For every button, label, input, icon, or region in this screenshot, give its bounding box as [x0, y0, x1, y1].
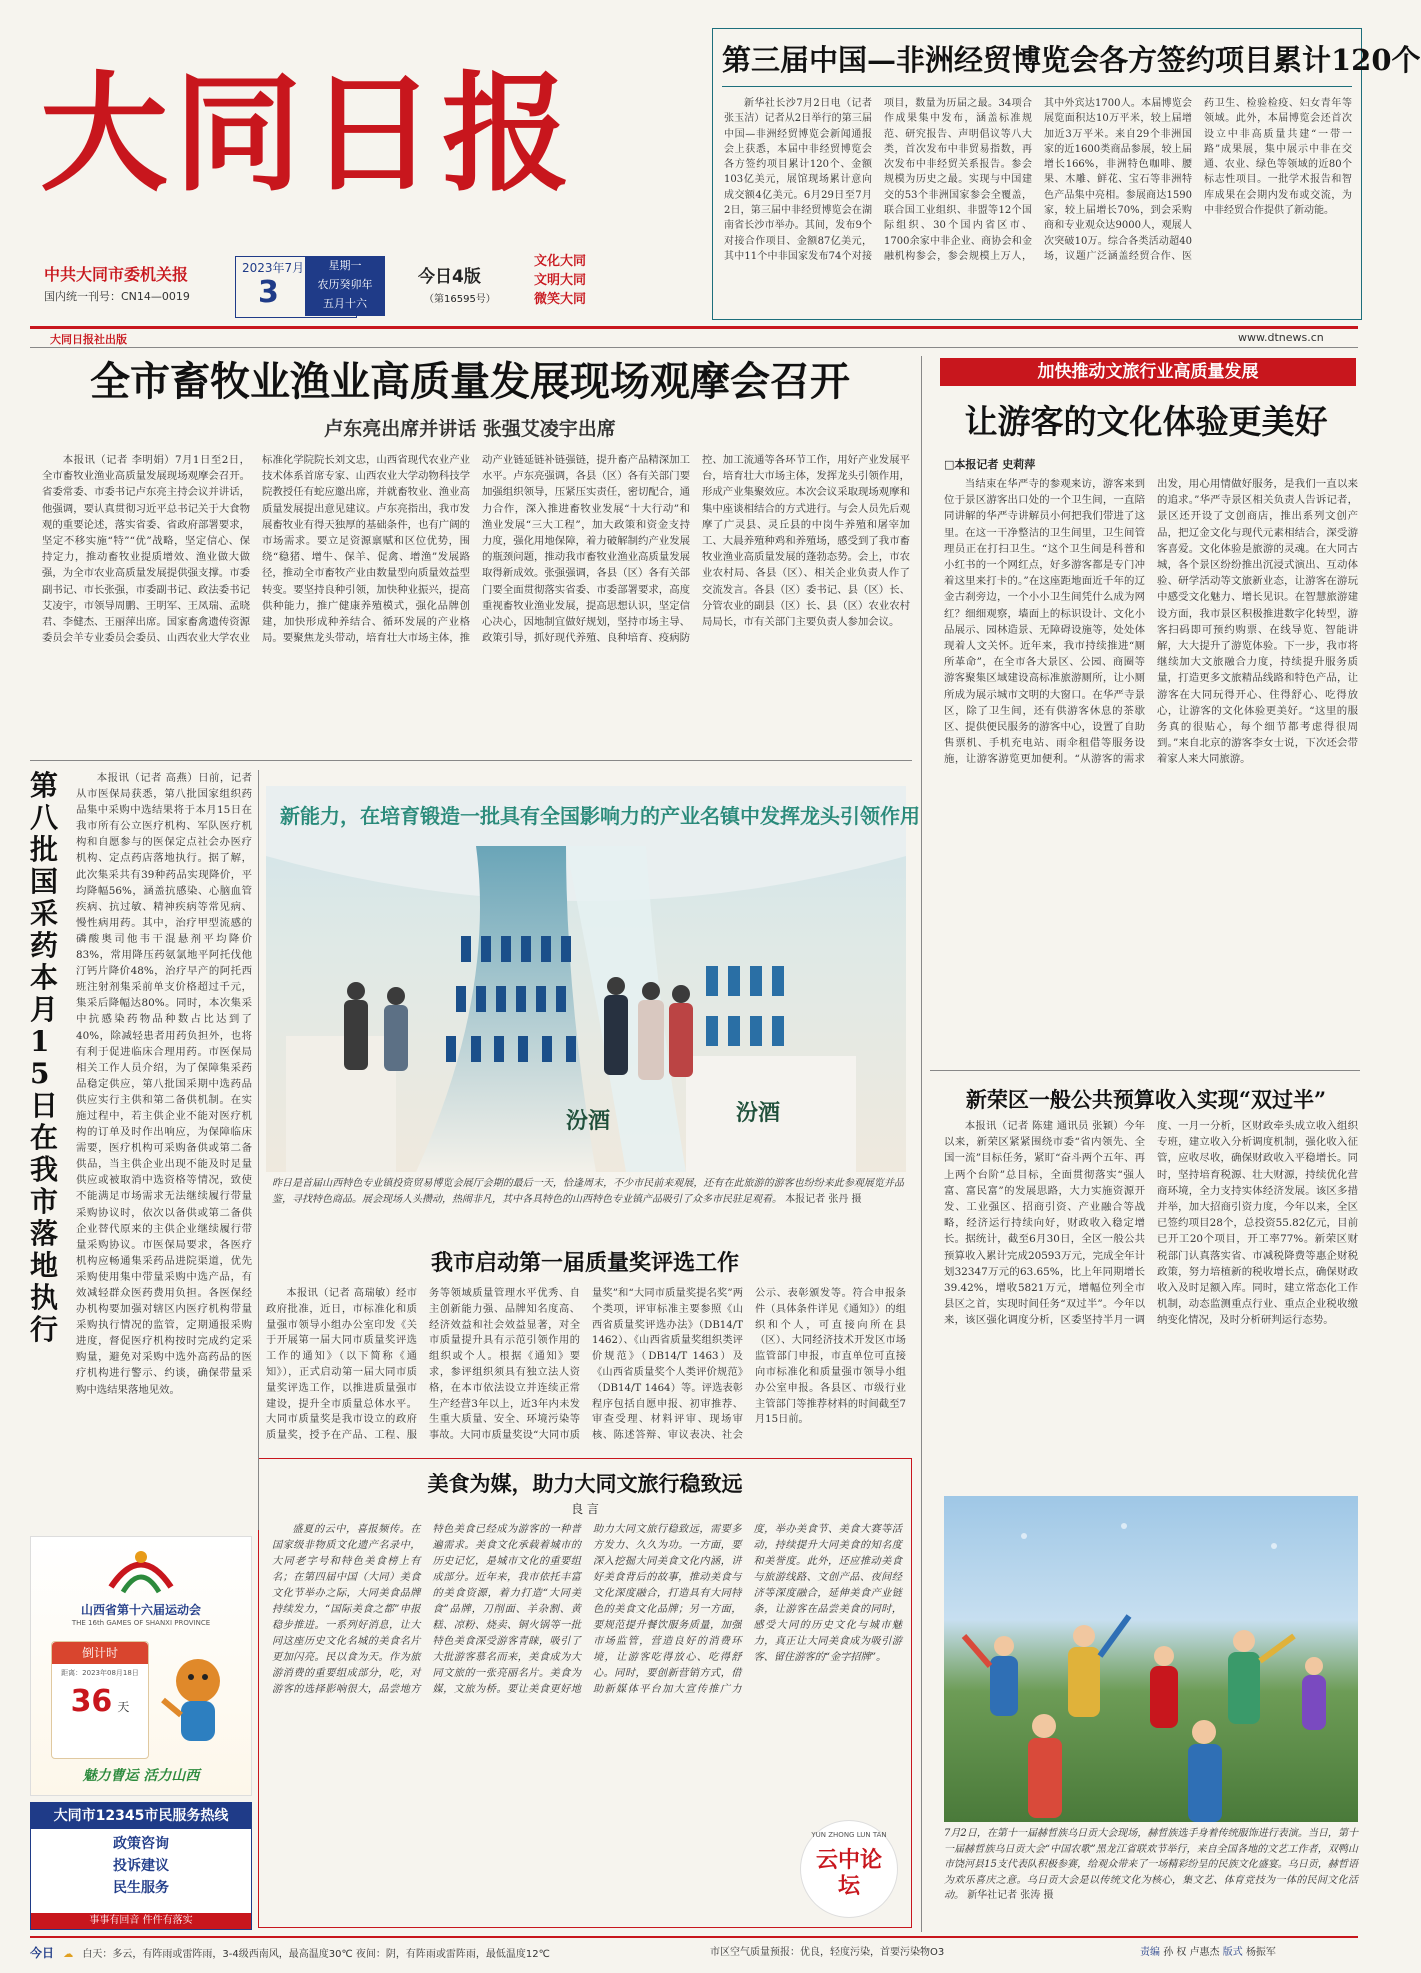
top-story-rule [722, 86, 1352, 87]
top-story-body: 新华社长沙7月2日电（记者 张玉洁）记者从2日举行的第三届中国—非洲经贸博览会新闻通报会上获悉，本届中非经贸博览会各方签约项目累计120个、金额103亿美元，展馆现场累计意向成交额4亿美元。6月29日至7月2日，第三届中非经贸博览会在湖南省长沙市举办。其间，发布9个对接合作项目、金额87亿美元，其中11个中非国家发布74个对接项目，数量为历届之最。34项合作成果集中发布，涵盖标准规范、研究报告、声明倡议等八大类，首次发布中非贸易指数，再次发布中非经贸关系报告。参会规模为历史之最。实现与中国建交的53个非洲国家参会全覆盖，联合国工业组织、非盟等12个国际组织、30个国内省区市、1700余家中非企业、商协会和金融机构参会，参会规模上万人，其中外宾达1700人。本届博览会展览面积达10万平米，较上届增加近3万平米。来自29个非洲国家的近1600类商品参展，较上届增长166%，非洲特色咖啡、腰果、木雕、鲜花、宝石等非洲特色产品集中亮相。参展商达1590家，较上届增长70%，到会采购商和专业观众达9000人，观展人次突破10万。综合各类活动超40场，议题广泛涵盖经贸合作、医药卫生、检验检疫、妇女青年等领域。此外，本届博览会还首次设立中非高质量共建“一带一路”成果展，集中展示中非在交通、农业、绿色等领域的近80个标志性项目。一批学术报告和智库成果在会期内发布或交流，为中非经贸合作提供了新动能。 [724, 98, 1352, 262]
website: www.dtnews.cn [1238, 331, 1324, 344]
slogan-smile: 微笑大同 [534, 292, 587, 307]
vertical-title: 第八批国采药本月15日在我市落地执行 [30, 769, 59, 1346]
slogan-culture: 文化大同 [534, 254, 587, 269]
footer-editor-label: 责编 [1140, 1947, 1160, 1958]
lunar-box [305, 256, 385, 316]
dance-photo [944, 1496, 1358, 1822]
dance-caption: 7月2日，在第十一届赫哲族乌日贡大会现场，赫哲族选手身着传统服饰进行表演。当日，第十一届赫哲族乌日贡大会“中国农歌”黑龙江省联欢节举行，来自全国各地的文艺工作者，双鸭山市饶河县15支代表队积极参赛，给观众带来了一场精彩纷呈的民族文化盛宴。乌日贡，赫哲语为欢乐喜庆之意。乌日贡大会是以传统文化为核心，集文艺、体育竞技为一体的民间文化活动。 新华社记者 张涛 摄 [944, 1828, 1358, 1901]
footer-air: 市区空气质量预报：优良，轻度污染，首要污染物O3 [710, 1947, 945, 1958]
lead-subtitle: 卢东亮出席并讲话 张强艾凌宇出席 [324, 418, 616, 440]
games-logo-icon [31, 1537, 251, 1607]
shelf-brand-right: 汾酒 [736, 1100, 781, 1126]
tourism-byline: □本报记者 史莉萍 [944, 458, 1036, 471]
exhibition-photo [266, 786, 920, 1172]
footer-editors [1140, 1942, 1276, 1964]
hotline-item-policy: 政策咨询 [113, 1836, 169, 1852]
countdown-label: 倒计时 [52, 1642, 148, 1664]
mascot-icon [153, 1645, 243, 1755]
games-subtitle: THE 16th GAMES OF SHANXI PROVINCE [71, 1619, 211, 1627]
footer-today-label: 今日 [30, 1946, 55, 1960]
forum-badge-en: YUN ZHONG LUN TAN [811, 1831, 887, 1839]
newspaper-logo: 大同日报 [40, 59, 577, 209]
quality-body: 本报讯（记者 高瑞敏）经市政府批准，近日，市标准化和质量强市领导小组办公室印发《关于开展第一届大同市质量奖评选工作的通知》（以下简称《通知》），正式启动第一届大同市质量奖评选工作，以推进质量强市建设，提升全市质量总体水平。大同市质量奖是我市设立的政府质量奖，授予在产品、工程、服务等领域质量管理水平优秀、自主创新能力强、品牌知名度高、经济效益和社会效益显著，对全市质量提升具有示范引领作用的组织或个人。根据《通知》要求，参评组织须具有独立法人资格，在本市依法设立并连续正常生产经营3年以上，近3年内未发生重大质量、安全、环境污染等事故。大同市质量奖设“大同市质量奖”和“大同市质量奖提名奖”两个类项，评审标准主要参照《山西省质量奖评选办法》（DB14/T 1462）、《山西省质量奖组织类评价规范》（DB14/T 1463）及《山西省质量奖个人类评价规范》（DB14/T 1464）等。评选表彰程序包括自愿申报、初审推荐、审查受理、材料评审、现场审核、陈述答辩、审议表决、社会公示、表彰颁发等。符合申报条件（具体条件详见《通知》）的组织和个人，可直接向所在县（区）、大同经济技术开发区市场监管部门申报，市直单位可直接向市标准化和质量强市领导小组办公室申报。各县区、市级行业主管部门等推荐材料的时间截至7月15日前。 [266, 1288, 906, 1442]
masthead-organ: 中共大同市委机关报 [44, 265, 189, 284]
hotline-item-service: 民生服务 [113, 1880, 169, 1896]
masthead-rule [30, 326, 1358, 329]
footer-rule [30, 1936, 1358, 1938]
shelf-brand-left: 汾酒 [566, 1108, 611, 1134]
commentary-title: 美食为媒，助力大同文旅行稳致远 [427, 1471, 743, 1496]
tourism-rule [930, 1070, 1360, 1071]
countdown-value [52, 1684, 148, 1719]
forum-badge-text: 云中论坛 [815, 1847, 882, 1899]
left-column-divider [258, 770, 259, 1530]
hotline-footer: 事事有回音 件件有落实 [31, 1913, 251, 1929]
footer-bar [30, 1942, 1358, 1964]
tourism-title: 让游客的文化体验更美好 [964, 402, 1328, 441]
exhibition-caption: 昨日是首届山西特色专业镇投资贸易博览会展厅会期的最后一天，恰逢周末，不少市民前来观展，还有在此旅游的游客也纷纷来此参观展览并品鉴，寻找特色商品。展会现场人头攒动，热闹非凡，其中各具特色的山西特色专业镇产品吸引了众多市民驻足观看。 本报记者 张丹 摄 [272, 1178, 904, 1205]
games-title: 山西省第十六届运动会 [80, 1603, 201, 1617]
vertical-body: 本报讯（记者 高燕）日前，记者从市医保局获悉，第八批国家组织药品集中采购中选结果将于本月15日在我市所有公立医疗机构、军队医疗机构和自愿参与的医保定点社会办医疗机构、定点药店落地执行。据了解，此次集采共有39种药品实现降价，平均降幅56%，涵盖抗感染、心脑血管疾病、抗过敏、精神疾病等常见病、慢性病用药。其中，治疗甲型流感的磷酸奥司他韦干混悬剂平均降价83%，常用降压药氨氯地平阿托伐他汀钙片降价48%，治疗早产的阿托西班注射剂集采前单支价格超过千元，集采后降幅达80%。同时，本次集采中抗感染药物品种数占比达到了40%，除减轻患者用药负担外，也将有利于促进临床合理用药。市医保局相关工作人员介绍，为了保障集采药品稳定供应，第八批国采期中选药品供应实行主供和第二备供机制。在实施过程中，若主供企业不能对医疗机构的订单及时作出响应，为保障临床需要，医疗机构可采购备供或第二备供品，当主供企业出现不能及时足量供应或被取消中选资格等情况，致使不能满足市场需求无法继续履行带量采购协议时，依次以备供或第二备供企业替代原来的主供企业继续履行带量采购协议。市医保局要求，各医疗机构应畅通集采药品进院渠道，优先采购使用集中带量采购中选产品，有效减轻群众医药费用负担。各医保经办机构要加强对辖区内医疗机构带量采购执行情况的监管，定期通报采购进度，督促医疗机构按时完成约定采购量，避免对采购中选外高药品的医疗机构进行警示、约谈，确保带量采购中选结果落地见效。 [76, 772, 252, 1396]
countdown-date: 距离：2023年08月18日 [61, 1669, 139, 1677]
column-divider [921, 356, 922, 1932]
footer-editor2: 卢惠杰 [1189, 1947, 1220, 1958]
lunar-year: 农历癸卯年 [317, 278, 373, 291]
lunar-day: 五月十六 [323, 297, 367, 310]
footer-editor3: 杨振军 [1245, 1947, 1276, 1958]
budget-body: 本报讯（记者 陈建 通讯员 张颖）今年以来，新荣区紧紧围绕市委“省内领先、全国一流”目标任务，紧盯“奋斗两个五年、再上两个台阶”总目标，全面贯彻落实“强人富、富民富”的发展思路，大力实施资源开发、工业强区、招商引资、产业融合等战略，经济运行持续向好，财政收入稳定增长。据统计，截至6月30日，全区一般公共预算收入累计完成20593万元，完成全年计划32347万元的63.65%，比上年同期增长39.42%，增收5821万元，增幅位列全市县区之首，实现时间任务“双过半”。今年以来，该区强化调度分析，区委坚持半月一调度、一月一分析，区财政牵头成立收入组织专班，建立收入分析调度机制，强化收入征管，应收尽收，确保财政收入平稳增长。同时，坚持培育税源、壮大财源，持续优化营商环境，全力支持实体经济发展。该区多措并举，加大招商引资力度，今年以来，全区已签约项目28个，总投资55.82亿元，目前已开工20个项目，开工率77%。新荣区财税部门认真落实省、市减税降费等惠企财税政策，努力培植新的税收增长点，确保财政收入及时足额入库。同时，建立常态化工作机制，动态监测重点行业、重点企业税收缴纳变化情况，及时分析研判运行态势。 [944, 1120, 1358, 1327]
footer-editor1: 孙 权 [1163, 1947, 1187, 1958]
forum-badge [800, 1820, 898, 1918]
exhibition-banner: 新能力，在培育锻造一批具有全国影响力的产业名镇中发挥龙头引领作用 [280, 804, 920, 828]
weather-icon: ☁ [63, 1949, 74, 1960]
commentary-author: 良 言 [571, 1502, 599, 1516]
hotline-item-complaint: 投诉建议 [113, 1858, 169, 1874]
hotline-title: 大同市12345市民服务热线 [31, 1803, 251, 1829]
commentary-body: 盛夏的云中，喜报频传。在国家级非物质文化遗产名录中，大同老字号和特色美食榜上有名；在第四届中国（大同）美食文化节举办之际，大同美食品牌持续发力，“国际美食之都”申报稳步推进。一系列好消息，让大同这座历史文化名城的美食名片更加闪亮。民以食为天。作为旅游消费的重要组成部分，吃，对游客的选择影响很大，品尝地方特色美食已经成为游客的一种普遍需求。美食文化承载着城市的历史记忆，是城市文化的重要组成部分。近年来，我市依托丰富的美食资源，着力打造“大同美食”品牌，刀削面、羊杂割、黄糕、凉粉、烧卖、铜火锅等一批特色美食深受游客青睐，吸引了大批游客慕名而来，美食成为大同文旅的一张亮丽名片。美食为媒，文旅为桥。要让美食更好地助力大同文旅行稳致远，需要多方发力、久久为功。一方面，要深入挖掘大同美食文化内涵，讲好美食背后的故事，推动美食与文化深度融合，打造具有大同特色的美食文化品牌；另一方面，要规范提升餐饮服务质量，加强市场监管，营造良好的消费环境，让游客吃得放心、吃得舒心。同时，要创新营销方式，借助新媒体平台加大宣传推广力度，举办美食节、美食大赛等活动，持续提升大同美食的知名度和美誉度。此外，还应推动美食与旅游线路、文创产品、夜间经济等深度融合，延伸美食产业链条，让游客在品尝美食的同时，感受大同的历史文化与城市魅力，真正让大同美食成为吸引游客、留住游客的“金字招牌”。 [272, 1524, 902, 1695]
countdown-card [51, 1641, 149, 1759]
dance-credit: 新华社记者 张涛 摄 [967, 1890, 1054, 1901]
tourism-body: 当结束在华严寺的参观来访，游客来到位于景区游客出口处的一个卫生间，一直陪同讲解的华严寺讲解员小何把我们带进了这里。在这一干净整洁的卫生间里，卫生间管理员正在打扫卫生。“这个卫生间是科普和小红书的一个网红点，好多游客都是专门冲着这里来打卡的。”在这座距地面近千年的辽金古刹旁边，一个小小卫生间凭什么成为网红？细细观察，墙面上的标识设计、文化小品展示、园林造景、无障碍设施等，处处体现着人文关怀。近年来，我市持续推进“厕所革命”，在全市各大景区、公园、商圈等游客聚集区域建设高标准旅游厕所，让小厕所成为展示城市文明的大窗口。在华严寺景区，除了卫生间，还有供游客休息的茶歇区、提供便民服务的游客中心，设置了自助售票机、手机充电站、雨伞租借等服务设施，让游客游览更加便利。“从游客的需求出发，用心用情做好服务，是我们一直以来的追求。”华严寺景区相关负责人告诉记者，景区还开设了文创商店，推出系列文创产品，把辽金文化与现代元素相结合，深受游客喜爱。文化体验是旅游的灵魂。在大同古城，各个景区纷纷推出沉浸式演出、互动体验、研学活动等文旅新业态，让游客在游玩中感受文化魅力、增长见识。在智慧旅游建设方面，我市景区积极推进数字化转型，游客扫码即可预约购票、在线导览、智能讲解，大大提升了游览体验。下一步，我市将继续加大文旅融合力度，持续提升服务质量，打造更多文旅精品线路和特色产品，让游客在大同玩得开心、住得舒心、吃得放心，让游客的文化体验更美好。“这里的服务真的很贴心，每个细节都考虑得很周到。”来自北京的游客李女士说，下次还会带着家人来大同旅游。 [944, 478, 1358, 766]
games-slogan: 魅力曹运 活力山西 [82, 1768, 200, 1784]
masthead-issn: 国内统一刊号：CN14—0019 [44, 290, 190, 303]
games-ad [30, 1536, 252, 1796]
exhibition-credit: 本报记者 张丹 摄 [785, 1194, 862, 1205]
slogans [534, 252, 586, 309]
top-story-title: 第三届中国—非洲经贸博览会各方签约项目累计120个 [722, 43, 1421, 77]
footer-layout-label: 版式 [1222, 1947, 1243, 1958]
countdown-unit: 天 [117, 1700, 130, 1714]
page-count: 今日4版 [418, 267, 481, 287]
dance-photo-art [944, 1496, 1358, 1822]
issue-number: （第16595号） [424, 294, 496, 305]
budget-title: 新荣区一般公共预算收入实现“双过半” [965, 1087, 1327, 1112]
date-year-month: 2023年7月 [242, 261, 305, 275]
weekday: 星期一 [328, 259, 362, 272]
lead-title: 全市畜牧业渔业高质量发展现场观摩会召开 [90, 358, 850, 405]
slogan-civilization: 文明大同 [534, 273, 587, 288]
publisher: 大同日报社出版 [50, 333, 127, 346]
footer-weather: 白天：多云，有阵雨或雷阵雨，3-4级西南风，最高温度30℃ 夜间：阴，有阵雨或雷阵雨，最低温度12℃ [82, 1949, 550, 1960]
hotline-box [30, 1802, 252, 1930]
date-day: 3 [258, 275, 279, 310]
tourism-kicker: 加快推动文旅行业高质量发展 [940, 358, 1356, 386]
quality-title: 我市启动第一届质量奖评选工作 [430, 1250, 739, 1276]
publisher-rule [30, 347, 1358, 348]
lead-body: 本报讯（记者 李明娟）7月1日至2日，全市畜牧业渔业高质量发展现场观摩会召开。省委常委、市委书记卢东亮主持会议并讲话，他强调，要认真贯彻习近平总书记关于大食物观的重要论述，落实省委、省政府部署要求，坚定不移实施“特”“优”战略，坚定信心、保持定力，推动畜牧业提质增效、渔业做大做强，为全市农业高质量发展提供强支撑。市委副书记、市长张强，市委副书记、政法委书记艾凌宇，市领导周鹏、王明军、王凤瑞、孟晓君、李健杰、王丽萍出席。国家畜禽遗传资源委员会羊专业委员会委员、山西农业大学农业标准化学院院长刘文忠，山西省现代农业产业技术体系首席专家、山西农业大学动物科技学院教授任有蛇应邀出席，并就畜牧业、渔业高质量发展提出意见建议。卢东亮指出，我市发展畜牧业有得天独厚的基础条件，也有广阔的市场需求。要立足资源禀赋和区位优势，围绕“稳猪、增牛、保羊、促禽、增渔”发展路径，推动全市畜牧产业由数量型向质量效益型转变。要坚持良种引领，加快种业振兴，提高供种能力，推广健康养殖模式，强化品牌创建，加快形成种养结合、循环发展的产业格局。要聚焦龙头带动，培育壮大市场主体，推动产业链延链补链强链，提升畜产品精深加工水平。卢东亮强调，各县（区）各有关部门要加强组织领导，压紧压实责任，密切配合，通力合作，深入推进畜牧业发展“十大行动”和渔业发展“三大工程”，加大政策和资金支持力度，强化用地保障，着力破解制约产业发展的瓶颈问题，推动我市畜牧业渔业高质量发展取得新成效。张强强调，各县（区）各有关部门要全面贯彻落实省委、市委部署要求，高度重视畜牧业渔业发展，提高思想认识，坚定信心决心，因地制宜做好规划，坚持市场主导、政策引导，抓好现代养殖、良种培育、疫病防控、加工流通等各环节工作，用好产业发展平台，培育壮大市场主体，发挥龙头引领作用，形成产业集聚效应。本次会议采取现场观摩和集中座谈相结合的方式进行。与会人员先后观摩了广灵县、灵丘县的中岗牛养殖和屠宰加工、大晨养殖种鸡和养殖场，感受到了我市畜牧业渔业高质量发展的蓬勃态势。会上，市农业农村局、各县（区）、相关企业负责人作了交流发言。各县（区）委书记、县（区）长、分管农业的副县（区）长、县（区）农业农村局局长，市有关部门主要负责人参加会议。 [42, 454, 910, 645]
countdown-days: 36 [70, 1684, 113, 1719]
lead-rule [30, 760, 912, 761]
